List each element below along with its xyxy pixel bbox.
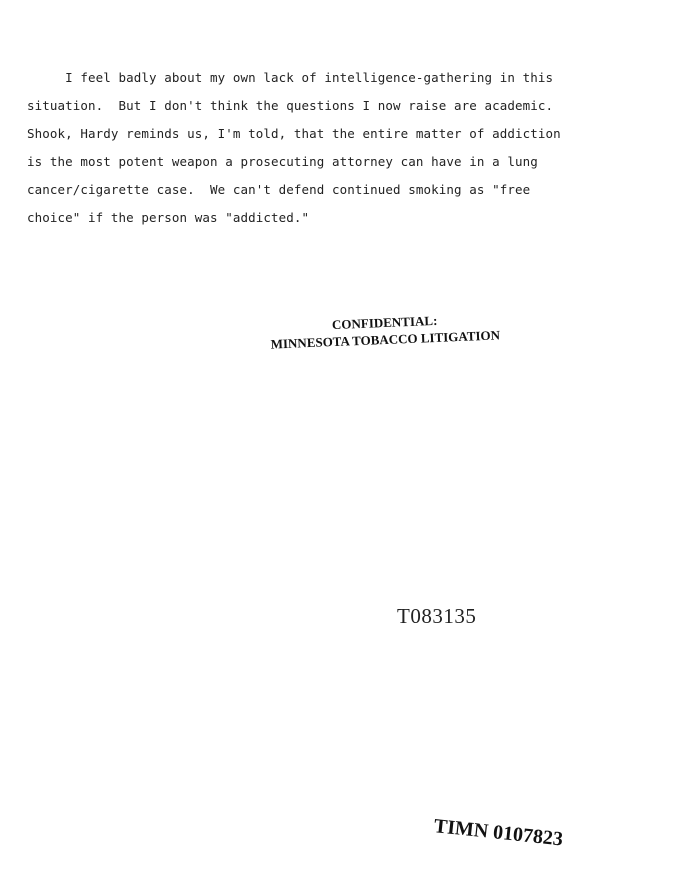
bates-number-timn: TIMN 0107823 (432, 815, 564, 851)
confidential-stamp (239, 308, 530, 354)
bates-number-t: T083135 (397, 604, 477, 628)
stamp-line-confidential: CONFIDENTIAL: (331, 312, 438, 333)
letter-body (27, 64, 647, 232)
body-line-6: choice" if the person was "addicted." (27, 210, 310, 225)
body-line-1: I feel badly about my own lack of intelligence-gathering in this (27, 70, 554, 85)
body-line-2: situation. But I don't think the questions I now raise are academic. (27, 98, 554, 113)
stamp-line-litigation: MINNESOTA TOBACCO LITIGATION (270, 327, 501, 352)
body-line-3: Shook, Hardy reminds us, I'm told, that the entire matter of addiction (27, 126, 561, 141)
body-line-4: is the most potent weapon a prosecuting attorney can have in a lung (27, 154, 538, 169)
body-line-5: cancer/cigarette case. We can't defend continued smoking as "free (27, 182, 531, 197)
